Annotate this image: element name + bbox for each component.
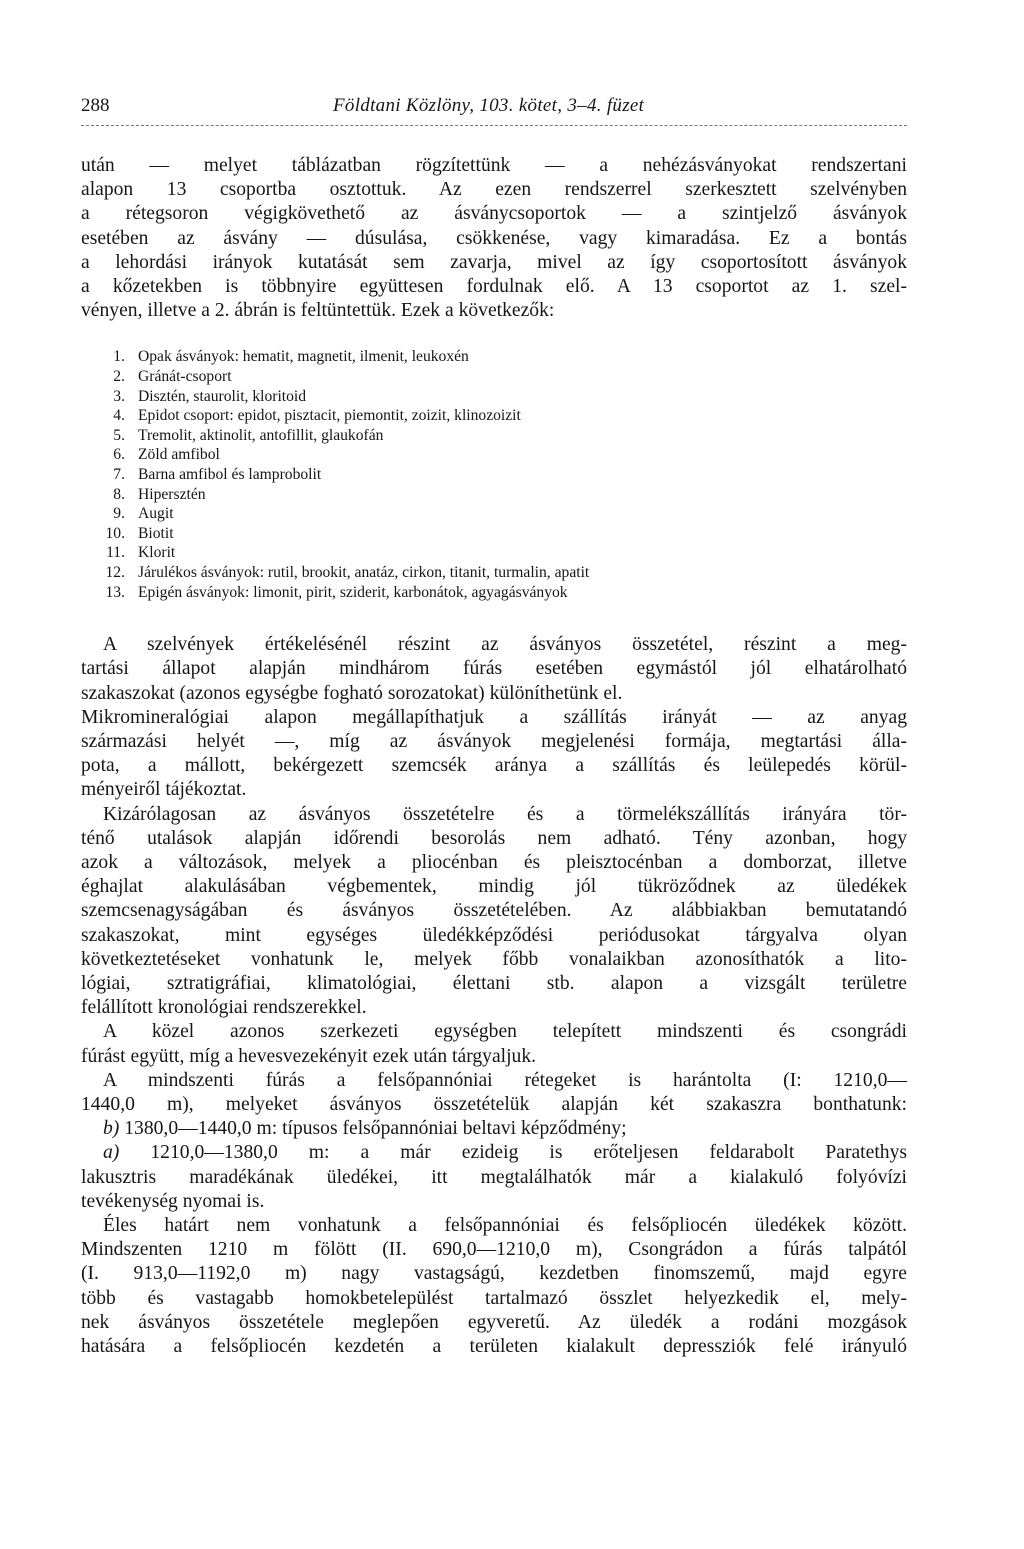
list-text: Disztén, staurolit, kloritoid — [138, 387, 307, 405]
list-item — [81, 347, 907, 367]
text-line: A közel azonos szerkezeti egységben telepített mindszenti és csongrádi — [103, 1021, 907, 1043]
mineral-group-list — [81, 347, 907, 602]
page-number: 288 — [81, 95, 110, 116]
text-line: Mikromineralógiai alapon megállapíthatjuk a szállítás irányát — az anyag — [81, 706, 907, 728]
text-line: azok a változások, melyek a pliocénban és pleisztocénban a domborzat, illetve — [81, 851, 907, 873]
text-line: felállított kronológiai rendszerekkel. — [81, 997, 367, 1019]
text-line: több és vastagabb homokbetelepülést tartalmazó összlet helyezkedik el, mely- — [81, 1287, 907, 1309]
item-label: a) — [103, 1142, 120, 1164]
text-line: A mindszenti fúrás a felsőpannóniai rétegeket is harántolta (I: 1210,0— — [103, 1069, 907, 1091]
list-text: Barna amfibol és lamprobolit — [138, 465, 322, 483]
list-number: 6. — [113, 446, 125, 464]
list-number: 1. — [113, 348, 125, 366]
text-line: Éles határt nem vonhatunk a felsőpannóniai és felsőpliocén üledékek között. — [103, 1215, 907, 1237]
list-number: 4. — [113, 407, 125, 425]
article-body — [81, 154, 907, 1359]
text-line: a rétegsoron végigkövethető az ásványcsoportok — a szintjelző ásványok — [81, 203, 907, 225]
text-line: nek ásványos összetétele meglepően egyveretű. Az üledék a rodáni mozgások — [81, 1311, 907, 1333]
text-line: éghajlat alakulásában végbementek, mindig jól tükröződnek az üledékek — [81, 876, 907, 898]
text-line: szakaszokat (azonos egységbe fogható sorozatokat) különíthetünk el. — [81, 682, 623, 704]
item-text: 1380,0—1440,0 m: típusos felsőpannóniai beltavi képződmény; — [119, 1118, 627, 1140]
text-line: alapon 13 csoportba osztottuk. Az ezen rendszerrel szerkesztett szelvényben — [81, 179, 907, 201]
running-header — [81, 95, 907, 126]
list-item — [81, 406, 907, 426]
text-line: következtetéseket vonhatunk le, melyek főbb vonalaikban azonosíthatók a lito- — [81, 948, 907, 970]
text-line: a kőzetekben is többnyire együttesen fordulnak elő. A 13 csoportot az 1. szel- — [81, 276, 907, 298]
section-item-b — [81, 1117, 907, 1141]
text-line: Kizárólagosan az ásványos összetételre és a törmelékszállítás irányára tör- — [103, 803, 907, 825]
list-number: 10. — [105, 524, 125, 542]
text-line: lakusztris maradékának üledékei, itt megtalálhatók már a kialakuló folyóvízi — [81, 1166, 907, 1188]
list-text: Opak ásványok: hematit, magnetit, ilmenit, leukoxén — [138, 348, 469, 366]
list-item — [81, 583, 907, 603]
text-line: ményeiről tájékoztat. — [81, 779, 247, 801]
item-text: 1210,0—1380,0 m: a már ezideig is erőteljesen feldarabolt Paratethys — [119, 1142, 907, 1164]
text-line: fúrást együtt, míg a hevesvezekényit ezek után tárgyaljuk. — [81, 1045, 537, 1067]
text-line: esetében az ásvány — dúsulása, csökkenése, vagy kimaradása. Ez a bontás — [81, 227, 907, 249]
list-number: 9. — [113, 505, 125, 523]
list-item — [81, 367, 907, 387]
list-text: Biotit — [138, 524, 174, 542]
list-number: 13. — [105, 583, 125, 601]
item-label: b) — [103, 1118, 120, 1140]
list-text: Tremolit, aktinolit, antofillit, glaukofán — [138, 426, 384, 444]
list-number: 8. — [113, 485, 125, 503]
text-line: tartási állapot alapján mindhárom fúrás esetében egymástól jól elhatárolható — [81, 658, 907, 680]
paragraph — [81, 706, 907, 803]
intro-paragraph — [81, 154, 907, 323]
paragraph — [81, 1020, 907, 1068]
paragraph — [81, 633, 907, 706]
list-number: 3. — [113, 387, 125, 405]
text-line: (I. 913,0—1192,0 m) nagy vastagságú, kezdetben finomszemű, majd egyre — [81, 1263, 907, 1285]
text-line: A szelvények értékelésénél részint az ásványos összetétel, részint a meg- — [103, 634, 907, 656]
list-number: 5. — [113, 426, 125, 444]
list-text: Zöld amfibol — [138, 446, 220, 464]
list-number: 12. — [105, 563, 125, 581]
list-number: 7. — [113, 465, 125, 483]
list-text: Augit — [138, 505, 174, 523]
text-line: 1440,0 m), melyeket ásványos összetételük alapján két szakaszra bonthatunk: — [81, 1094, 907, 1115]
list-text: Epidot csoport: epidot, pisztacit, piemontit, zoizit, klinozoizit — [138, 407, 521, 425]
text-line: után — melyet táblázatban rögzítettünk — a nehézásványokat rendszertani — [81, 155, 907, 176]
paragraph — [81, 803, 907, 1021]
list-number: 2. — [113, 368, 125, 386]
list-item — [81, 563, 907, 583]
list-item — [81, 426, 907, 446]
text-line: lógiai, sztratigráfiai, klimatológiai, élettani stb. alapon a vizsgált területre — [81, 972, 907, 994]
text-line: Mindszenten 1210 m fölött (II. 690,0—1210,0 m), Csongrádon a fúrás talpától — [81, 1239, 907, 1261]
list-number: 11. — [106, 544, 125, 562]
text-line: szakaszokat, mint egységes üledékképződési periódusokat tárgyalva olyan — [81, 924, 907, 946]
list-text: Epigén ásványok: limonit, pirit, sziderit, karbonátok, agyagásványok — [138, 583, 568, 601]
list-item — [81, 504, 907, 524]
text-line: a lehordási irányok kutatását sem zavarja, mivel az így csoportosított ásványok — [81, 251, 907, 273]
text-line: szemcsenagyságában és ásványos összetételében. Az alábbiakban bemutatandó — [81, 900, 907, 922]
text-line: hatására a felsőpliocén kezdetén a területen kialakult depressziók felé irányuló — [81, 1336, 907, 1358]
list-item — [81, 387, 907, 407]
list-text: Gránát-csoport — [138, 368, 232, 386]
text-line: pota, a mállott, bekérgezett szemcsék aránya a szállítás és leülepedés körül- — [81, 755, 907, 777]
list-item — [81, 485, 907, 505]
text-line: származási helyét —, míg az ásványok megjelenési formája, megtartási álla- — [81, 730, 907, 752]
list-item — [81, 524, 907, 544]
text-line: tevékenység nyomai is. — [81, 1190, 265, 1212]
journal-title: Földtani Közlöny, 103. kötet, 3–4. füzet — [333, 95, 645, 116]
text-line: vényen, illetve a 2. ábrán is feltüntettük. Ezek a következők: — [81, 300, 555, 322]
list-item — [81, 465, 907, 485]
paragraph — [81, 1069, 907, 1214]
list-text: Járulékos ásványok: rutil, brookit, anatáz, cirkon, titanit, turmalin, apatit — [138, 563, 590, 581]
list-text: Hipersztén — [138, 485, 206, 503]
list-item — [81, 543, 907, 563]
paragraph — [81, 1214, 907, 1359]
list-item — [81, 445, 907, 465]
list-text: Klorit — [138, 544, 176, 562]
text-line: ténő utalások alapján időrendi besorolás nem adható. Tény azonban, hogy — [81, 827, 907, 849]
section-item-a — [81, 1141, 907, 1165]
